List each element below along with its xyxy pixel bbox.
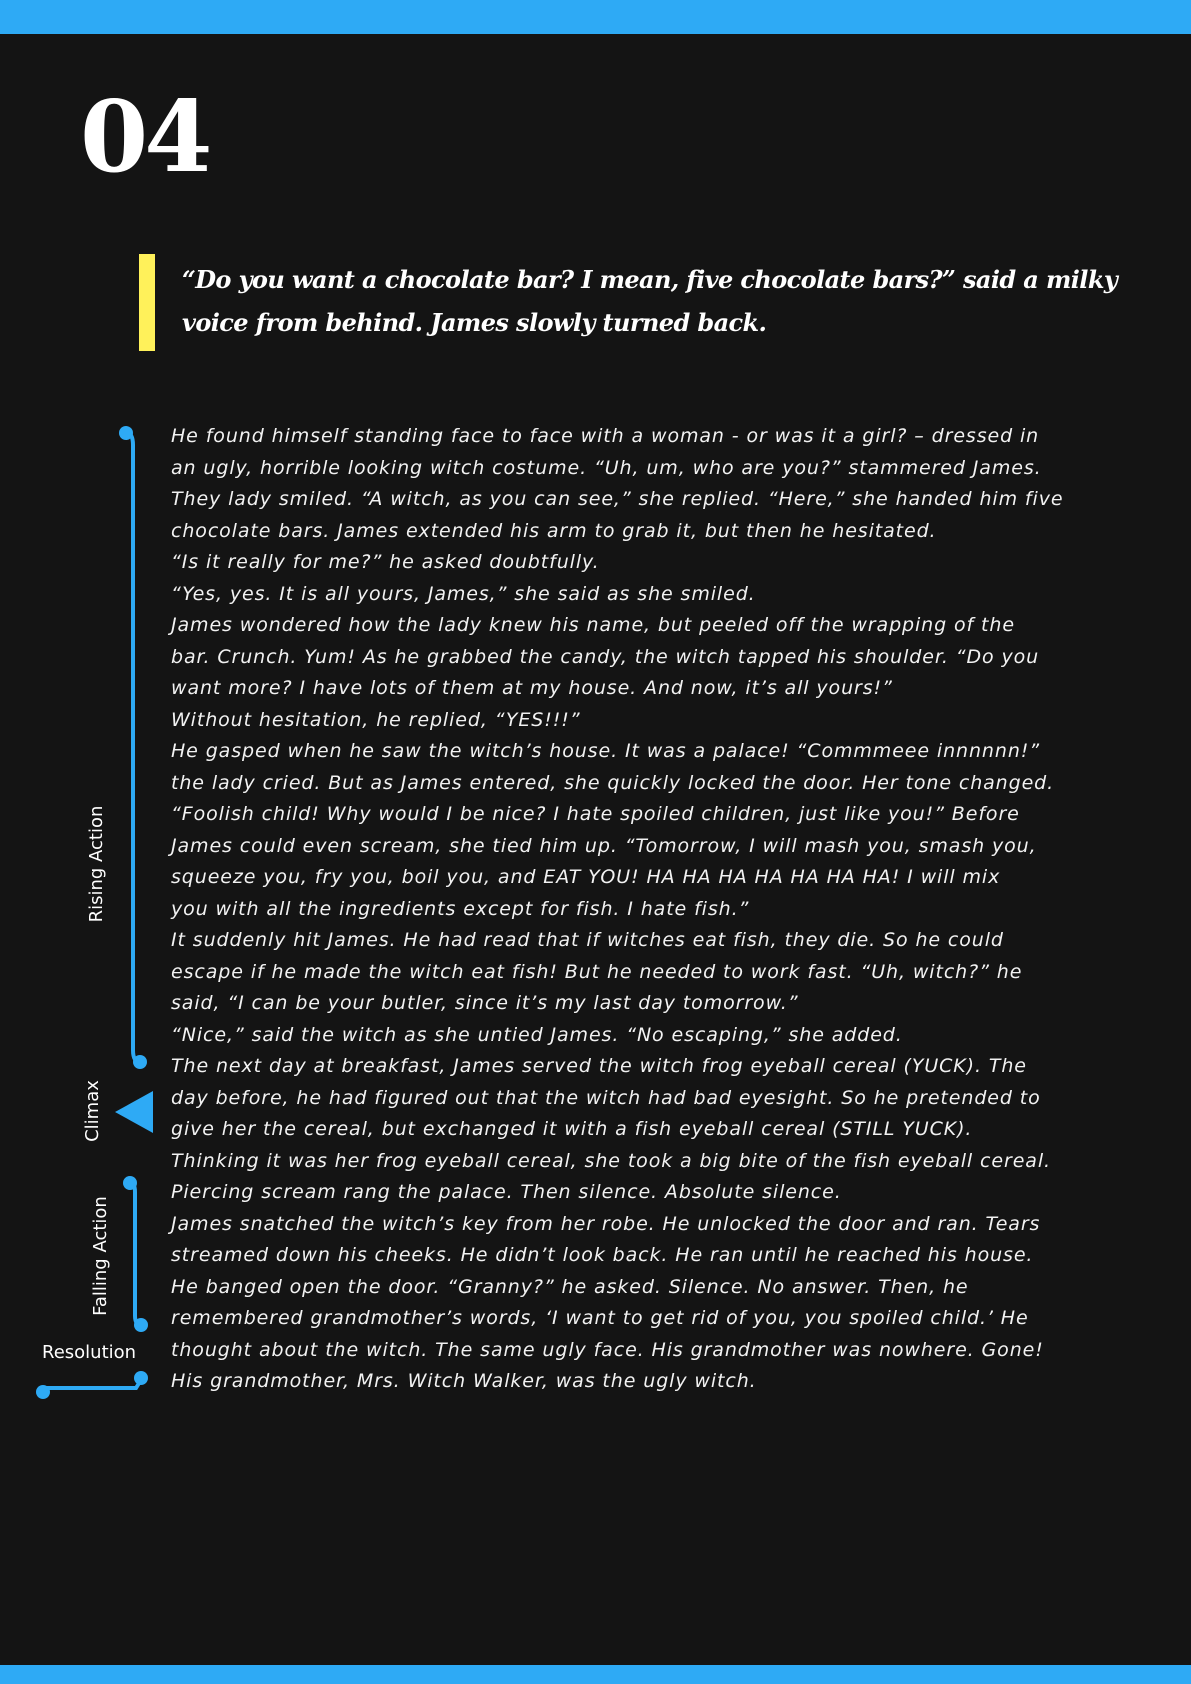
rising-action-bracket xyxy=(119,426,147,1069)
story-line: James snatched the witch’s key from her robe. He unlocked the door and ran. Tears xyxy=(171,1212,1041,1235)
story-line: give her the cereal, but exchanged it with a fish eyeball cereal (STILL YUCK). xyxy=(171,1118,973,1140)
resolution-bracket xyxy=(36,1371,148,1399)
story-line: James wondered how the lady knew his name, but peeled off the wrapping of the xyxy=(171,614,1015,636)
bottom-accent-band xyxy=(0,1665,1191,1684)
story-line: you with all the ingredients except for fish. I hate fish.” xyxy=(171,897,750,920)
story-line: the lady cried. But as James entered, she quickly locked the door. Her tone changed. xyxy=(171,771,1055,794)
label-climax: Climax xyxy=(82,1080,103,1142)
story-line: It suddenly hit James. He had read that if witches eat fish, they die. So he could xyxy=(171,929,1004,951)
story-line: an ugly, horrible looking witch costume. “Uh, um, who are you?” stammered James. xyxy=(171,456,1042,479)
story-line: day before, he had figured out that the witch had bad eyesight. So he pretended to xyxy=(171,1086,1041,1109)
story-line: want more? I have lots of them at my house. And now, it’s all yours!” xyxy=(171,677,893,699)
story-line: escape if he made the witch eat fish! But he needed to work fast. “Uh, witch?” he xyxy=(171,960,1023,983)
story-line: “Yes, yes. It is all yours, James,” she said as she smiled. xyxy=(171,582,756,605)
story-line: squeeze you, fry you, boil you, and EAT YOU! HA HA HA HA HA HA HA! I will mix xyxy=(171,866,1001,888)
story-line: Piercing scream rang the palace. Then silence. Absolute silence. xyxy=(171,1181,842,1203)
story-line: “Nice,” said the witch as she untied James. “No escaping,” she added. xyxy=(171,1023,903,1046)
story-line: “Is it really for me?” he asked doubtfully. xyxy=(171,551,600,573)
story-line: streamed down his cheeks. He didn’t look back. He ran until he reached his house. xyxy=(171,1244,1034,1266)
story-line: bar. Crunch. Yum! As he grabbed the candy, the witch tapped his shoulder. “Do you xyxy=(171,645,1040,668)
story-line: His grandmother, Mrs. Witch Walker, was the ugly witch. xyxy=(171,1370,757,1392)
story-line: said, “I can be your butler, since it’s my last day tomorrow.” xyxy=(171,992,799,1014)
story-line: Without hesitation, he replied, “YES!!!” xyxy=(171,708,581,731)
story-line: James could even scream, she tied him up. “Tomorrow, I will mash you, smash you, xyxy=(171,834,1037,857)
story-line: They lady smiled. “A witch, as you can see,” she replied. “Here,” she handed him five xyxy=(171,488,1064,510)
story-line: chocolate bars. James extended his arm to grab it, but then he hesitated. xyxy=(171,519,937,542)
label-rising-action: Rising Action xyxy=(86,805,107,923)
story-text xyxy=(171,421,1146,1398)
story-line: He gasped when he saw the witch’s house. It was a palace! “Commmeee innnnnn!” xyxy=(171,740,1041,762)
falling-action-bracket xyxy=(123,1176,148,1332)
climax-marker-icon xyxy=(115,1091,153,1133)
story-line: “Foolish child! Why would I be nice? I hate spoiled children, just like you!” Before xyxy=(171,803,1020,825)
story-line: He found himself standing face to face with a woman - or was it a girl? – dressed in xyxy=(171,425,1040,447)
story-line: thought about the witch. The same ugly face. His grandmother was nowhere. Gone! xyxy=(171,1338,1044,1361)
story-line: He banged open the door. “Granny?” he asked. Silence. No answer. Then, he xyxy=(171,1275,969,1298)
label-resolution: Resolution xyxy=(42,1342,137,1363)
story-line: remembered grandmother’s words, ‘I want to get rid of you, you spoiled child.’ He xyxy=(171,1307,1029,1329)
story-line: Thinking it was her frog eyeball cereal, she took a big bite of the fish eyeball cereal. xyxy=(171,1149,1051,1172)
chapter-number: 04 xyxy=(80,80,209,195)
pull-quote: “Do you want a chocolate bar? I mean, five chocolate bars?” said a milky voice from behind. James slowly turned back. xyxy=(182,265,1118,337)
story-line: The next day at breakfast, James served the witch frog eyeball cereal (YUCK). The xyxy=(171,1055,1027,1077)
label-falling-action: Falling Action xyxy=(90,1196,111,1316)
